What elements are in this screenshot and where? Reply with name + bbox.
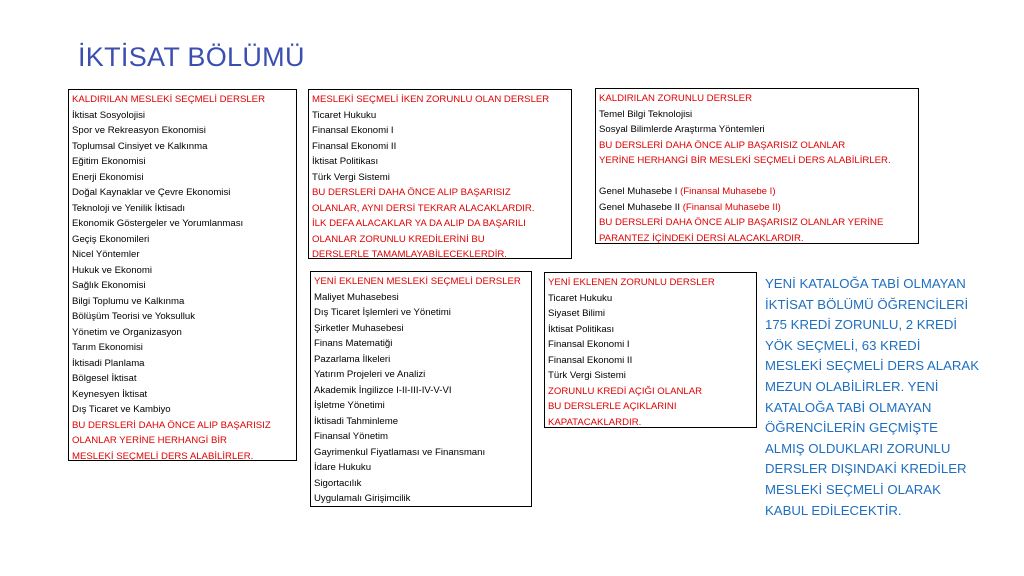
line-text: DERSLERLE TAMAMLAYABİLECEKLERDİR. <box>312 249 507 260</box>
line-text: Türk Vergi Sistemi <box>548 370 626 381</box>
line-text: BU DERSLERLE AÇIKLARINI <box>548 401 677 412</box>
course-item <box>548 337 753 353</box>
line-text: Spor ve Rekreasyon Ekonomisi <box>72 125 206 136</box>
line-text: Temel Bilgi Teknolojisi <box>599 108 693 120</box>
line-text: Gayrimenkul Fiyatlaması ve Finansmanı <box>314 446 486 458</box>
note-line <box>72 418 293 434</box>
note-line <box>599 91 915 107</box>
line-text: KALDIRILAN MESLEKİ SEÇMELİ DERSLER <box>72 94 266 105</box>
course-item <box>312 154 568 170</box>
line-text: ZORUNLU KREDİ AÇIĞI OLANLAR <box>548 385 703 397</box>
removed-elective-courses-box <box>68 89 297 461</box>
course-item <box>72 387 293 403</box>
line-text: Enerji Ekonomisi <box>72 171 144 183</box>
course-item <box>72 356 293 372</box>
note-line <box>312 232 568 248</box>
line-text: Doğal Kaynaklar ve Çevre Ekonomisi <box>72 187 231 198</box>
course-item <box>314 460 528 476</box>
line-text: İşletme Yönetimi <box>314 400 385 411</box>
course-item <box>72 294 293 310</box>
line-text: Tarım Ekonomisi <box>72 342 143 353</box>
line-text: İdare Hukuku <box>314 462 372 473</box>
line-text: Bölgesel İktisat <box>72 373 137 384</box>
line-text: Yönetim ve Organizasyon <box>72 326 182 338</box>
course-item <box>548 322 753 338</box>
note-line <box>599 138 915 154</box>
removed-mandatory-courses-box <box>595 88 919 244</box>
course-item <box>314 429 528 445</box>
course-item <box>312 108 568 124</box>
note-line <box>72 449 293 465</box>
note-line <box>599 153 915 169</box>
line-text: Sosyal Bilimlerde Araştırma Yöntemleri <box>599 124 765 135</box>
new-elective-courses-box <box>310 271 532 507</box>
course-item <box>312 139 568 155</box>
line-text: Hukuk ve Ekonomi <box>72 264 152 276</box>
line-text: Uygulamalı Girişimcilik <box>314 493 411 504</box>
course-item <box>599 200 915 216</box>
line-text: BU DERSLERİ DAHA ÖNCE ALIP BAŞARISIZ <box>72 419 271 431</box>
note-line <box>312 216 568 232</box>
course-item <box>72 216 293 232</box>
line-text: Finansal Yönetim <box>314 431 388 442</box>
course-item <box>314 414 528 430</box>
course-item <box>599 122 915 138</box>
line-text: Şirketler Muhasebesi <box>314 322 404 334</box>
course-item <box>548 291 753 307</box>
line-text: Finansal Ekonomi I <box>312 125 394 136</box>
line-text: KALDIRILAN ZORUNLU DERSLER <box>599 93 753 104</box>
line-text: Ekonomik Göstergeler ve Yorumlanması <box>72 218 244 229</box>
line-text: Dış Ticaret İşlemleri ve Yönetimi <box>314 307 451 318</box>
course-item <box>314 367 528 383</box>
line-text: BU DERSLERİ DAHA ÖNCE ALIP BAŞARISIZ <box>312 187 511 198</box>
replacement-course: (Finansal Muhasebe I) <box>680 186 776 197</box>
course-item <box>72 247 293 263</box>
course-item <box>314 352 528 368</box>
line-text: Keynesyen İktisat <box>72 388 148 400</box>
note-line <box>548 399 753 415</box>
replacement-course: (Finansal Muhasebe II) <box>682 201 781 213</box>
line-text: İktisat Sosyolojisi <box>72 109 146 121</box>
course-item <box>314 476 528 492</box>
line-text: YERİNE HERHANGİ BİR MESLEKİ SEÇMELİ DERS ALABİLİRLER. <box>599 155 891 166</box>
course-item <box>312 170 568 186</box>
course-item <box>72 108 293 124</box>
course-item <box>72 201 293 217</box>
line-text: Nicel Yöntemler <box>72 249 140 260</box>
note-line <box>548 275 753 291</box>
course-item <box>548 353 753 369</box>
line-text: Bölüşüm Teorisi ve Yoksulluk <box>72 311 196 322</box>
course-item <box>72 371 293 387</box>
line-text: PARANTEZ İÇİNDEKİ DERSİ ALACAKLARDIR. <box>599 232 804 244</box>
graduation-note: YENİ KATALOĞA TABİ OLMAYAN İKTİSAT BÖLÜMÜ ÖĞRENCİLERİ 175 KREDİ ZORUNLU, 2 KREDİ YÖK SEÇMELİ, 63 KREDİ MESLEKİ SEÇMELİ DERS ALARAK MEZUN OLABİLİRLER. YENİ KATALOĞA TABİ OLMAYAN ÖĞRENCİLERİN GEÇMİŞTE ALMIŞ OLDUKLARI ZORUNLU DERSLER DIŞINDAKİ KREDİLER MESLEKİ SEÇMELİ OLARAK KABUL EDİLECEKTİR. <box>765 276 980 518</box>
course-item <box>599 107 915 123</box>
course-item <box>72 340 293 356</box>
line-text: Finans Matematiği <box>314 338 393 349</box>
course-item <box>72 325 293 341</box>
line-text: Akademik İngilizce I-II-III-IV-V-VI <box>314 384 452 396</box>
line-text: YENİ EKLENEN ZORUNLU DERSLER <box>548 277 715 288</box>
elective-to-mandatory-courses-box <box>308 89 572 259</box>
line-text: Finansal Ekonomi II <box>312 140 397 152</box>
course-item <box>72 278 293 294</box>
course-item <box>548 306 753 322</box>
note-line <box>312 247 568 263</box>
course-item <box>314 383 528 399</box>
line-text: Sağlık Ekonomisi <box>72 280 146 291</box>
line-text: Pazarlama İlkeleri <box>314 353 391 365</box>
line-text: Toplumsal Cinsiyet ve Kalkınma <box>72 140 208 152</box>
line-text: Siyaset Bilimi <box>548 308 606 319</box>
course-item <box>314 336 528 352</box>
line-text: Finansal Ekonomi II <box>548 354 633 366</box>
line-text: Genel Muhasebe II <box>599 201 683 213</box>
course-item <box>314 305 528 321</box>
course-item <box>72 185 293 201</box>
line-text: İktisat Politikası <box>312 156 379 167</box>
line-text: KAPATACAKLARDIR. <box>548 416 642 428</box>
line-text: Ticaret Hukuku <box>312 109 377 121</box>
note-line <box>548 384 753 400</box>
course-item <box>72 154 293 170</box>
course-item <box>72 232 293 248</box>
note-line <box>312 92 568 108</box>
line-text: Maliyet Muhasebesi <box>314 291 399 303</box>
note-line <box>72 92 293 108</box>
course-item <box>314 445 528 461</box>
line-text: Eğitim Ekonomisi <box>72 156 146 167</box>
note-line <box>548 415 753 431</box>
line-text: OLANLAR, AYNI DERSİ TEKRAR ALACAKLARDIR. <box>312 202 535 214</box>
line-text: İktisadi Tahminleme <box>314 415 399 427</box>
line-text: İktisat Politikası <box>548 323 615 335</box>
course-item <box>72 309 293 325</box>
course-item <box>314 290 528 306</box>
line-text: İLK DEFA ALACAKLAR YA DA ALIP DA BAŞARILI <box>312 218 526 229</box>
note-line <box>314 274 528 290</box>
course-item <box>314 491 528 507</box>
line-text: Teknoloji ve Yenilik İktisadı <box>72 202 186 214</box>
course-item <box>312 123 568 139</box>
blank-line <box>599 169 915 185</box>
course-item <box>314 398 528 414</box>
line-text: Genel Muhasebe I <box>599 186 681 197</box>
course-item <box>548 368 753 384</box>
note-line <box>72 433 293 449</box>
course-item <box>72 170 293 186</box>
line-text: MESLEKİ SEÇMELİ İKEN ZORUNLU OLAN DERSLER <box>312 94 550 105</box>
line-text: Bilgi Toplumu ve Kalkınma <box>72 295 185 307</box>
line-text: OLANLAR ZORUNLU KREDİLERİNİ BU <box>312 233 485 245</box>
line-text: İktisadi Planlama <box>72 357 145 369</box>
line-text: YENİ EKLENEN MESLEKİ SEÇMELİ DERSLER <box>314 276 521 287</box>
course-item <box>599 184 915 200</box>
line-text: Yatırım Projeleri ve Analizi <box>314 369 426 380</box>
line-text: Geçiş Ekonomileri <box>72 233 150 245</box>
course-item <box>72 139 293 155</box>
line-text: Sigortacılık <box>314 477 362 489</box>
line-text: OLANLAR YERİNE HERHANGİ BİR <box>72 435 227 446</box>
note-line <box>599 215 915 231</box>
line-text: Türk Vergi Sistemi <box>312 171 390 183</box>
course-item <box>72 123 293 139</box>
line-text: Finansal Ekonomi I <box>548 339 630 350</box>
line-text: Ticaret Hukuku <box>548 292 613 304</box>
new-mandatory-courses-box <box>544 272 757 428</box>
line-text: BU DERSLERİ DAHA ÖNCE ALIP BAŞARISIZ OLANLAR YERİNE <box>599 217 884 228</box>
line-text: MESLEKİ SEÇMELİ DERS ALABİLİRLER. <box>72 450 254 462</box>
line-text: BU DERSLERİ DAHA ÖNCE ALIP BAŞARISIZ OLANLAR <box>599 139 846 151</box>
page-title: İKTİSAT BÖLÜMÜ <box>78 42 305 72</box>
note-line <box>312 185 568 201</box>
course-item <box>72 402 293 418</box>
course-item <box>314 321 528 337</box>
course-item <box>72 263 293 279</box>
line-text: Dış Ticaret ve Kambiyo <box>72 404 171 415</box>
note-line <box>599 231 915 247</box>
note-line <box>312 201 568 217</box>
